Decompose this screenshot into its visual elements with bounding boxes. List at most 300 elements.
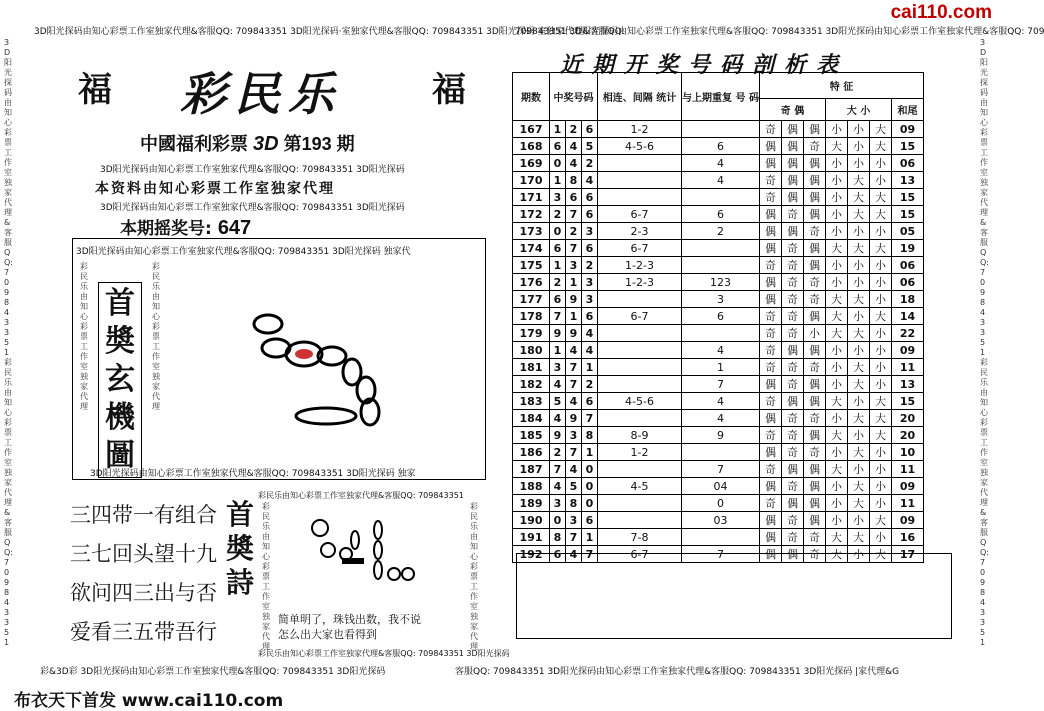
odd-even-cell: 偶: [759, 291, 781, 308]
odd-even-cell: 偶: [803, 308, 825, 325]
odd-even-cell: 奇: [759, 359, 781, 376]
digit-cell: 4: [566, 155, 582, 172]
repeat-cell: [682, 529, 760, 546]
header-issue: 期数: [513, 73, 550, 121]
big-small-cell: 小: [825, 495, 847, 512]
adjacent-cell: 6-7: [598, 206, 682, 223]
issue-cell: 171: [513, 189, 550, 206]
sum-tail-cell: 11: [891, 495, 923, 512]
repeat-cell: 1: [682, 359, 760, 376]
digit-cell: 6: [582, 206, 598, 223]
issue-cell: 184: [513, 410, 550, 427]
sum-tail-cell: 13: [891, 376, 923, 393]
odd-even-cell: 奇: [759, 342, 781, 359]
issue-line: [140, 130, 355, 156]
table-row: [513, 291, 924, 308]
odd-even-cell: 偶: [781, 495, 803, 512]
odd-even-cell: 奇: [781, 274, 803, 291]
odd-even-cell: 奇: [759, 121, 781, 138]
digit-cell: 1: [582, 529, 598, 546]
adjacent-cell: 6-7: [598, 546, 682, 563]
big-small-cell: 大: [825, 291, 847, 308]
adjacent-cell: 1-2-3: [598, 257, 682, 274]
odd-even-cell: 偶: [803, 376, 825, 393]
small-line-2: 3D阳光探码由知心彩票工作室独家代理&客服QQ: 709843351 3D阳光探码: [100, 203, 405, 213]
odd-even-cell: 奇: [803, 546, 825, 563]
digit-cell: 5: [582, 138, 598, 155]
table-row: [513, 138, 924, 155]
odd-even-cell: 偶: [803, 342, 825, 359]
repeat-cell: 03: [682, 512, 760, 529]
digit-cell: 0: [582, 461, 598, 478]
odd-even-cell: 奇: [759, 189, 781, 206]
table-row: [513, 376, 924, 393]
odd-even-cell: 偶: [759, 512, 781, 529]
sum-tail-cell: 06: [891, 155, 923, 172]
big-small-cell: 大: [869, 410, 891, 427]
odd-even-cell: 奇: [759, 325, 781, 342]
header-odd-even: 奇 偶: [759, 99, 825, 121]
big-small-cell: 小: [869, 342, 891, 359]
issue-cell: 178: [513, 308, 550, 325]
odd-even-cell: 偶: [759, 240, 781, 257]
digit-cell: 4: [566, 342, 582, 359]
big-small-cell: 小: [825, 172, 847, 189]
table-row: [513, 274, 924, 291]
repeat-cell: 04: [682, 478, 760, 495]
issue-cell: 188: [513, 478, 550, 495]
odd-even-cell: 奇: [781, 376, 803, 393]
odd-even-cell: 奇: [803, 223, 825, 240]
issue-cell: 180: [513, 342, 550, 359]
odd-even-cell: 偶: [759, 444, 781, 461]
adjacent-cell: 2-3: [598, 223, 682, 240]
big-small-cell: 大: [847, 240, 869, 257]
sum-tail-cell: 09: [891, 512, 923, 529]
table-row: [513, 512, 924, 529]
big-small-cell: 小: [869, 444, 891, 461]
sum-tail-cell: 15: [891, 189, 923, 206]
vtitle-char: 圖: [105, 438, 135, 473]
digit-cell: 6: [582, 393, 598, 410]
draw-line: [120, 214, 251, 240]
big-small-cell: 大: [825, 461, 847, 478]
poem-bottom-strip: 彩民乐由知心彩票工作室独家代理&客服QQ: 709843351 3D阳光探码: [258, 649, 510, 658]
digit-cell: 9: [566, 410, 582, 427]
sum-tail-cell: 09: [891, 478, 923, 495]
odd-even-cell: 偶: [803, 495, 825, 512]
poem: [70, 496, 217, 652]
digit-cell: 7: [550, 461, 566, 478]
odd-even-cell: 奇: [803, 138, 825, 155]
digit-cell: 6: [550, 291, 566, 308]
digit-cell: 3: [550, 189, 566, 206]
table-row: [513, 121, 924, 138]
odd-even-cell: 偶: [803, 155, 825, 172]
poem-line: 爱看三五带吾行: [70, 620, 217, 644]
site-watermark: cai110.com: [890, 2, 992, 23]
issue-cell: 190: [513, 512, 550, 529]
odd-even-cell: 偶: [781, 546, 803, 563]
issue-cell: 179: [513, 325, 550, 342]
table-row: [513, 206, 924, 223]
issue-cell: 173: [513, 223, 550, 240]
issue-3d: 3D: [253, 133, 279, 155]
brand-title: 彩民乐: [180, 67, 342, 121]
digit-cell: 7: [582, 410, 598, 427]
digit-cell: 7: [566, 529, 582, 546]
adjacent-cell: 7-8: [598, 529, 682, 546]
digit-cell: 0: [550, 223, 566, 240]
big-small-cell: 大: [825, 308, 847, 325]
odd-even-cell: 偶: [759, 410, 781, 427]
adjacent-cell: 6-7: [598, 240, 682, 257]
sum-tail-cell: 15: [891, 206, 923, 223]
digit-cell: 2: [582, 376, 598, 393]
odd-even-cell: 奇: [781, 427, 803, 444]
big-small-cell: 小: [825, 444, 847, 461]
agent-line: 本资料由知心彩票工作室独家代理: [95, 181, 335, 197]
repeat-cell: [682, 189, 760, 206]
odd-even-cell: 偶: [781, 461, 803, 478]
table-row: [513, 393, 924, 410]
big-small-cell: 大: [869, 138, 891, 155]
vtitle-char: 機: [105, 400, 135, 435]
digit-cell: 1: [550, 172, 566, 189]
odd-even-cell: 偶: [803, 393, 825, 410]
big-small-cell: 小: [847, 308, 869, 325]
digit-cell: 2: [566, 223, 582, 240]
sum-tail-cell: 19: [891, 240, 923, 257]
repeat-cell: 6: [682, 308, 760, 325]
big-small-cell: 小: [825, 342, 847, 359]
table-row: [513, 359, 924, 376]
odd-even-cell: 奇: [759, 461, 781, 478]
digit-cell: 9: [550, 427, 566, 444]
repeat-cell: 4: [682, 342, 760, 359]
big-small-cell: 大: [825, 546, 847, 563]
big-small-cell: 大: [847, 410, 869, 427]
digit-cell: 6: [550, 240, 566, 257]
big-small-cell: 小: [847, 546, 869, 563]
issue-prefix: 中國福利彩票: [140, 134, 248, 154]
issue-cell: 174: [513, 240, 550, 257]
repeat-cell: 4: [682, 172, 760, 189]
repeat-cell: 6: [682, 206, 760, 223]
big-small-cell: 小: [825, 155, 847, 172]
big-small-cell: 大: [825, 240, 847, 257]
odd-even-cell: 偶: [759, 478, 781, 495]
adjacent-cell: 1-2-3: [598, 274, 682, 291]
digit-cell: 3: [582, 223, 598, 240]
digit-cell: 6: [582, 240, 598, 257]
adjacent-cell: [598, 410, 682, 427]
adjacent-cell: 4-5-6: [598, 393, 682, 410]
header-number: 中奖号码: [550, 73, 598, 121]
digit-cell: 2: [582, 155, 598, 172]
odd-even-cell: 偶: [759, 546, 781, 563]
big-small-cell: 大: [825, 529, 847, 546]
odd-even-cell: 偶: [803, 172, 825, 189]
big-small-cell: 小: [869, 291, 891, 308]
digit-cell: 5: [550, 393, 566, 410]
digit-cell: 3: [582, 274, 598, 291]
odd-even-cell: 偶: [759, 206, 781, 223]
odd-even-cell: 偶: [759, 274, 781, 291]
bottom-strip-right: 客服QQ: 709843351 3D阳光探码由知心彩票工作室独家代理&客服QQ: 709843351 3D阳光探码 |家代理&G: [455, 667, 900, 677]
box-vertical-text-left: 彩民乐由知心彩票工作室独家代理: [80, 262, 88, 411]
repeat-cell: 9: [682, 427, 760, 444]
big-small-cell: 小: [869, 529, 891, 546]
odd-even-cell: 奇: [803, 444, 825, 461]
digit-cell: 8: [550, 529, 566, 546]
odd-even-cell: 偶: [781, 189, 803, 206]
big-small-cell: 小: [825, 274, 847, 291]
vtitle-char: 奬: [105, 324, 135, 359]
odd-even-cell: 奇: [781, 478, 803, 495]
prize-puzzle-title: [98, 282, 142, 478]
sum-tail-cell: 09: [891, 121, 923, 138]
issue-cell: 187: [513, 461, 550, 478]
adjacent-cell: [598, 512, 682, 529]
big-small-cell: 大: [847, 325, 869, 342]
header-sum-tail: 和尾: [891, 99, 923, 121]
repeat-cell: 0: [682, 495, 760, 512]
draw-number: 647: [217, 217, 252, 239]
fu-left: 福: [78, 70, 112, 110]
odd-even-cell: 奇: [781, 410, 803, 427]
digit-cell: 7: [566, 359, 582, 376]
sum-tail-cell: 15: [891, 138, 923, 155]
issue-cell: 167: [513, 121, 550, 138]
big-small-cell: 大: [869, 121, 891, 138]
odd-even-cell: 奇: [781, 240, 803, 257]
big-small-cell: 小: [869, 376, 891, 393]
issue-cell: 172: [513, 206, 550, 223]
table-row: [513, 444, 924, 461]
odd-even-cell: 奇: [803, 274, 825, 291]
repeat-cell: 7: [682, 376, 760, 393]
table-row: [513, 223, 924, 240]
big-small-cell: 大: [869, 427, 891, 444]
vtitle-char: 玄: [105, 362, 135, 397]
odd-even-cell: 偶: [781, 155, 803, 172]
issue-cell: 192: [513, 546, 550, 563]
digit-cell: 4: [582, 325, 598, 342]
big-small-cell: 大: [825, 393, 847, 410]
right-side-text: 3D阳光探码由知心彩票工作室独家代理&客服QQ:709843351彩民乐由知心彩票工作室独家代理&客服QQ:709843351: [980, 38, 989, 647]
adjacent-cell: [598, 342, 682, 359]
odd-even-cell: 奇: [781, 206, 803, 223]
draw-label: 本期摇奖号:: [120, 219, 212, 239]
issue-number: 第193 期: [283, 134, 355, 154]
big-small-cell: 小: [825, 376, 847, 393]
digit-cell: 4: [566, 138, 582, 155]
sum-tail-cell: 15: [891, 393, 923, 410]
big-small-cell: 小: [869, 172, 891, 189]
adjacent-cell: 4-5-6: [598, 138, 682, 155]
big-small-cell: 小: [847, 138, 869, 155]
digit-cell: 7: [566, 376, 582, 393]
digit-cell: 1: [582, 444, 598, 461]
digit-cell: 6: [550, 138, 566, 155]
odd-even-cell: 偶: [803, 478, 825, 495]
table-row: [513, 478, 924, 495]
digit-cell: 1: [582, 359, 598, 376]
note: [278, 612, 421, 642]
header-feature: 特 征: [759, 73, 923, 99]
odd-even-cell: 奇: [781, 529, 803, 546]
adjacent-cell: [598, 461, 682, 478]
digit-cell: 4: [550, 376, 566, 393]
big-small-cell: 小: [847, 274, 869, 291]
digit-cell: 8: [566, 172, 582, 189]
poem-title: [226, 498, 256, 600]
issue-cell: 181: [513, 359, 550, 376]
odd-even-cell: 奇: [759, 427, 781, 444]
adjacent-cell: [598, 376, 682, 393]
poem-title-char: 奬: [226, 532, 255, 565]
digit-cell: 9: [550, 325, 566, 342]
odd-even-cell: 偶: [803, 189, 825, 206]
odd-even-cell: 奇: [781, 512, 803, 529]
box-top-strip: 3D阳光探码由知心彩票工作室独家代理&客服QQ: 709843351 3D阳光探码 独家代: [76, 247, 411, 257]
digit-cell: 2: [566, 121, 582, 138]
blank-box: [516, 553, 952, 639]
digit-cell: 3: [550, 359, 566, 376]
odd-even-cell: 偶: [759, 223, 781, 240]
big-small-cell: 小: [869, 478, 891, 495]
repeat-cell: 3: [682, 291, 760, 308]
big-small-cell: 小: [825, 206, 847, 223]
repeat-cell: 6: [682, 138, 760, 155]
big-small-cell: 小: [869, 495, 891, 512]
big-small-cell: 大: [847, 376, 869, 393]
big-small-cell: 小: [869, 155, 891, 172]
repeat-cell: [682, 325, 760, 342]
odd-even-cell: 偶: [803, 512, 825, 529]
odd-even-cell: 偶: [803, 240, 825, 257]
digit-cell: 3: [582, 291, 598, 308]
digit-cell: 2: [550, 206, 566, 223]
coin-drawing: [300, 510, 430, 590]
top-strip-left: 3D阳光探码由知心彩票工作室独家代理&客服QQ: 709843351 3D阳光探码·室独家代理&客服QQ: 709843351 3D阳光探码·室独家代理&客服QQ:: [34, 27, 625, 37]
odd-even-cell: 奇: [781, 444, 803, 461]
table-title: 近期开奖号码剖析表: [560, 52, 849, 78]
big-small-cell: 大: [869, 512, 891, 529]
big-small-cell: 小: [825, 189, 847, 206]
repeat-cell: [682, 121, 760, 138]
bottom-strip-left: 彩&3D彩 3D阳光探码由知心彩票工作室独家代理&客服QQ: 709843351 3D阳光探码: [40, 667, 386, 677]
sum-tail-cell: 22: [891, 325, 923, 342]
repeat-cell: 4: [682, 410, 760, 427]
digit-cell: 3: [566, 427, 582, 444]
digit-cell: 1: [566, 274, 582, 291]
adjacent-cell: [598, 155, 682, 172]
poem-vertical-text-right: 彩民乐由知心彩票工作室独家代理: [470, 502, 478, 651]
poem-line: 欲问四三出与否: [70, 581, 217, 605]
table-row: [513, 240, 924, 257]
small-line-1: 3D阳光探码由知心彩票工作室独家代理&客服QQ: 709843351 3D阳光探码: [100, 165, 405, 175]
big-small-cell: 大: [847, 529, 869, 546]
digit-cell: 9: [566, 291, 582, 308]
big-small-cell: 大: [869, 189, 891, 206]
top-strip-right: 709843351 3D阳光探码由知心彩票工作室独家代理&客服QQ: 709843351 3D阳光探码由知心彩票工作室独家代理&客服QQ: 709: [515, 27, 1044, 37]
digit-cell: 7: [582, 546, 598, 563]
digit-cell: 4: [582, 172, 598, 189]
sum-tail-cell: 16: [891, 529, 923, 546]
big-small-cell: 小: [825, 512, 847, 529]
table-row: [513, 325, 924, 342]
big-small-cell: 大: [847, 291, 869, 308]
big-small-cell: 小: [847, 257, 869, 274]
big-small-cell: 大: [869, 393, 891, 410]
big-small-cell: 小: [847, 155, 869, 172]
issue-cell: 169: [513, 155, 550, 172]
digit-cell: 7: [550, 308, 566, 325]
big-small-cell: 大: [847, 206, 869, 223]
digit-cell: 7: [566, 206, 582, 223]
table-row: [513, 257, 924, 274]
issue-cell: 185: [513, 427, 550, 444]
table-row: [513, 155, 924, 172]
digit-cell: 3: [566, 257, 582, 274]
digit-cell: 4: [566, 546, 582, 563]
big-small-cell: 小: [847, 461, 869, 478]
table-row: [513, 342, 924, 359]
big-small-cell: 小: [825, 223, 847, 240]
header-adjacent: 相连、间隔 统计: [598, 73, 682, 121]
repeat-cell: 4: [682, 155, 760, 172]
digit-cell: 6: [582, 512, 598, 529]
odd-even-cell: 偶: [803, 461, 825, 478]
digit-cell: 6: [582, 308, 598, 325]
odd-even-cell: 小: [803, 325, 825, 342]
issue-cell: 175: [513, 257, 550, 274]
sum-tail-cell: 09: [891, 342, 923, 359]
odd-even-cell: 偶: [759, 376, 781, 393]
big-small-cell: 小: [869, 359, 891, 376]
table-row: [513, 410, 924, 427]
digit-cell: 1: [550, 342, 566, 359]
big-small-cell: 小: [869, 274, 891, 291]
digit-cell: 4: [550, 478, 566, 495]
big-small-cell: 大: [847, 172, 869, 189]
odd-even-cell: 奇: [781, 308, 803, 325]
big-small-cell: 大: [869, 308, 891, 325]
adjacent-cell: 1-2: [598, 121, 682, 138]
big-small-cell: 小: [869, 325, 891, 342]
adjacent-cell: 6-7: [598, 308, 682, 325]
issue-cell: 191: [513, 529, 550, 546]
adjacent-cell: [598, 291, 682, 308]
table-row: [513, 172, 924, 189]
digit-cell: 6: [566, 189, 582, 206]
odd-even-cell: 奇: [781, 291, 803, 308]
issue-cell: 189: [513, 495, 550, 512]
footer: 布衣天下首发 www.cai110.com: [14, 691, 284, 711]
digit-cell: 4: [550, 410, 566, 427]
odd-even-cell: 偶: [781, 138, 803, 155]
big-small-cell: 小: [825, 121, 847, 138]
digit-cell: 3: [550, 495, 566, 512]
digit-cell: 4: [566, 393, 582, 410]
table-row: [513, 189, 924, 206]
odd-even-cell: 奇: [803, 291, 825, 308]
big-small-cell: 大: [847, 444, 869, 461]
big-small-cell: 小: [825, 410, 847, 427]
adjacent-cell: [598, 359, 682, 376]
